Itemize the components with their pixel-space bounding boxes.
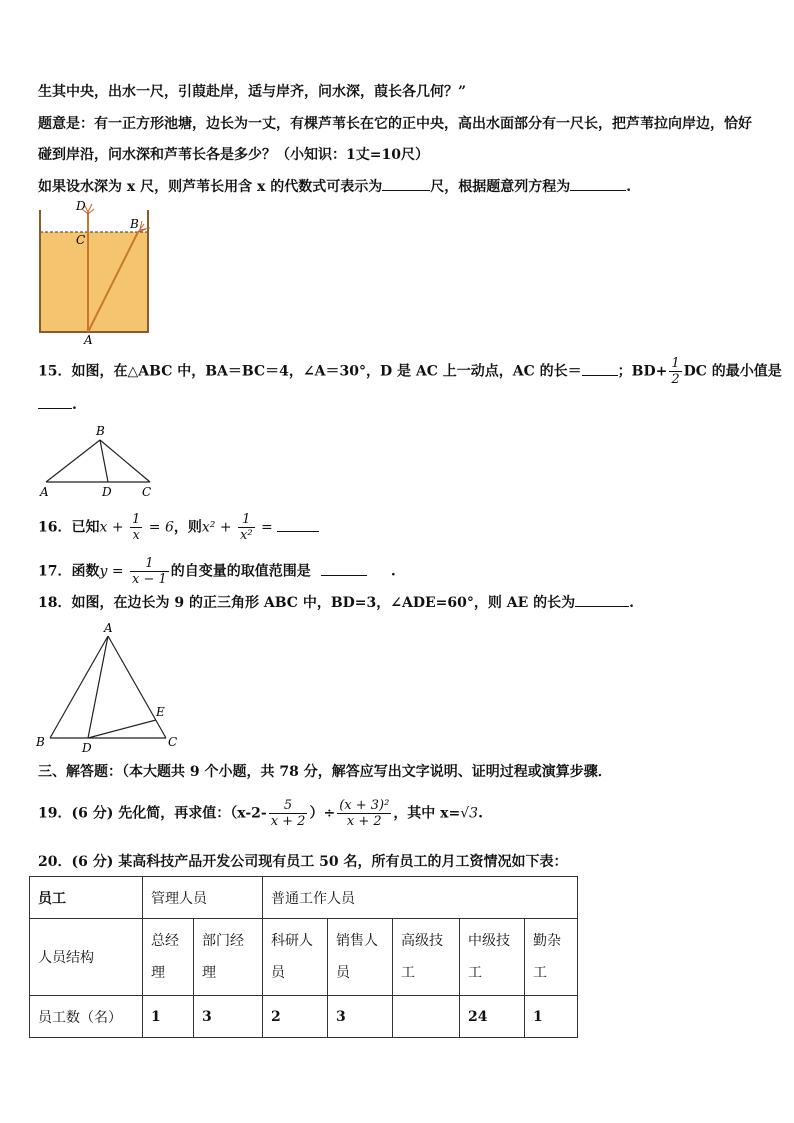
q15-text-c: DC 的最小值是 — [683, 363, 782, 380]
tri18-label-d: D — [82, 741, 92, 754]
answer-blank[interactable] — [38, 394, 72, 409]
q16-x2: x² + — [201, 519, 236, 536]
q17-question — [38, 556, 396, 587]
tri15-label-b: B — [96, 424, 105, 438]
table-row — [30, 919, 578, 996]
q19-end: . — [478, 805, 483, 822]
q19-question — [38, 798, 483, 829]
q17-y: y = — [99, 563, 129, 580]
frac-den: x² — [240, 528, 253, 543]
q16-text-b: ，则 — [173, 519, 202, 536]
table-cell: 员工 — [30, 877, 143, 919]
tri18-label-a: A — [104, 621, 113, 635]
frac-den: x + 2 — [270, 814, 306, 829]
table-cell: 销售人 员 — [328, 919, 393, 996]
table-cell: 科研人 员 — [263, 919, 328, 996]
q15-end: . — [72, 397, 77, 413]
q15-text-a: 15．如图，在△ABC 中，BA＝BC＝4，∠A＝30°，D 是 AC 上一动点，AC 的长＝ — [38, 363, 582, 380]
pond-label-c: C — [76, 233, 86, 247]
table-cell: 中级技 工 — [460, 919, 525, 996]
q17-text-b: 的自变量的取值范围是 — [170, 563, 311, 580]
table-cell: 总经 理 — [143, 919, 194, 996]
q15-question — [38, 356, 782, 387]
frac-den: x — [132, 528, 140, 543]
frac-den: x + 2 — [346, 814, 382, 829]
q16-eq2: = — [256, 519, 278, 536]
q16-question — [38, 512, 319, 543]
frac-den: x − 1 — [132, 572, 167, 587]
text-line-2: 题意是：有一正方形池塘，边长为一丈，有棵芦苇长在它的正中央，高出水面部分有一尺长，把芦苇拉向岸边，恰好 — [38, 116, 752, 132]
table-cell: 部门经 理 — [194, 919, 263, 996]
table-cell — [393, 996, 460, 1038]
pond-figure — [36, 198, 156, 344]
table-cell: 高级技 工 — [393, 919, 460, 996]
q17-end: . — [390, 563, 396, 580]
tri18-label-c: C — [168, 735, 178, 749]
q15-answer-line — [38, 394, 77, 415]
q16-text-a: 16．已知 — [38, 519, 100, 536]
q19-text-a: 19．(6 分) 先化简，再求值：（x-2- — [38, 805, 267, 822]
table-cell: 1 — [143, 996, 194, 1038]
pond-label-d: D — [76, 199, 86, 213]
frac-num: 5 — [269, 798, 308, 814]
table-cell: 人员结构 — [30, 919, 143, 996]
fraction-half — [669, 356, 681, 387]
triangle-q18-figure — [34, 620, 184, 754]
q20-question: 20．(6 分) 某高科技产品开发公司现有员工 50 名，所有员工的月工资情况如下表： — [38, 854, 568, 870]
table-cell: 3 — [194, 996, 263, 1038]
q14-text-b: 尺，根据题意列方程为 — [430, 179, 571, 195]
fraction-5-over-x-plus-2 — [269, 798, 308, 829]
table-cell: 普通工作人员 — [263, 877, 578, 919]
text-line-1: 生其中央，出水一尺，引葭赴岸，适与岸齐，问水深，葭长各几何？” — [38, 84, 467, 100]
tri18-label-e: E — [156, 705, 165, 719]
q18-end: . — [629, 595, 635, 611]
q19-sqrt: √3 — [460, 805, 479, 822]
tri15-label-a: A — [40, 485, 49, 499]
text-line-3: 碰到岸沿，问水深和芦苇长各是多少？（小知识：1丈=10尺） — [38, 147, 429, 163]
tri18-label-b: B — [36, 735, 45, 749]
fraction-1-over-x-minus-1 — [130, 556, 169, 587]
answer-blank[interactable] — [277, 517, 319, 532]
triangle-q15-figure — [36, 420, 160, 500]
tri15-label-c: C — [142, 485, 152, 499]
table-cell: 员工数（名） — [30, 996, 143, 1038]
q16-x: x — [99, 519, 108, 536]
answer-blank[interactable] — [321, 561, 367, 576]
q19-text-c: ，其中 x= — [393, 805, 461, 822]
fraction-1-over-x — [130, 512, 142, 543]
frac-den: 2 — [671, 372, 680, 387]
q14-question — [38, 176, 631, 197]
q14-text-a: 如果设水深为 x 尺，则芦苇长用含 x 的代数式可表示为 — [38, 179, 383, 195]
q15-text-b: ；BD+ — [617, 363, 668, 380]
table-cell: 勤杂 工 — [525, 919, 578, 996]
table-cell: 24 — [460, 996, 525, 1038]
answer-blank[interactable] — [575, 592, 629, 607]
q19-text-b: ）÷ — [309, 805, 336, 822]
table-row — [30, 996, 578, 1038]
table-cell: 2 — [263, 996, 328, 1038]
frac-num: 1 — [671, 356, 680, 371]
pond-water — [40, 232, 148, 332]
table-cell: 3 — [328, 996, 393, 1038]
fraction-1-over-x2 — [238, 512, 255, 543]
frac-num: (x + 3)² — [339, 798, 390, 813]
answer-blank[interactable] — [582, 361, 618, 376]
frac-num: 1 — [238, 512, 255, 528]
table-row — [30, 877, 578, 919]
frac-num: 1 — [130, 556, 169, 572]
table-cell: 1 — [525, 996, 578, 1038]
frac-num: 1 — [132, 512, 141, 527]
q14-text-c: . — [626, 179, 632, 195]
q18-question — [38, 592, 634, 613]
pond-label-b: B — [130, 217, 139, 231]
tri15-label-d: D — [102, 485, 112, 499]
q17-text-a: 17．函数 — [38, 563, 100, 580]
wage-table — [29, 876, 578, 1038]
pond-label-a: A — [84, 333, 93, 344]
answer-blank[interactable] — [570, 176, 626, 191]
fraction-xplus3-sq-over-x-plus-2 — [337, 798, 391, 829]
q16-plus: + — [107, 519, 129, 536]
section-3-heading: 三、解答题：（本大题共 9 个小题，共 78 分，解答应写出文字说明、证明过程或演算步骤． — [38, 764, 612, 780]
q16-eq: = 6 — [144, 519, 174, 536]
table-cell: 管理人员 — [143, 877, 263, 919]
answer-blank[interactable] — [382, 176, 430, 191]
q18-text: 18．如图，在边长为 9 的正三角形 ABC 中，BD=3，∠ADE=60°，则 AE 的长为 — [38, 595, 576, 611]
